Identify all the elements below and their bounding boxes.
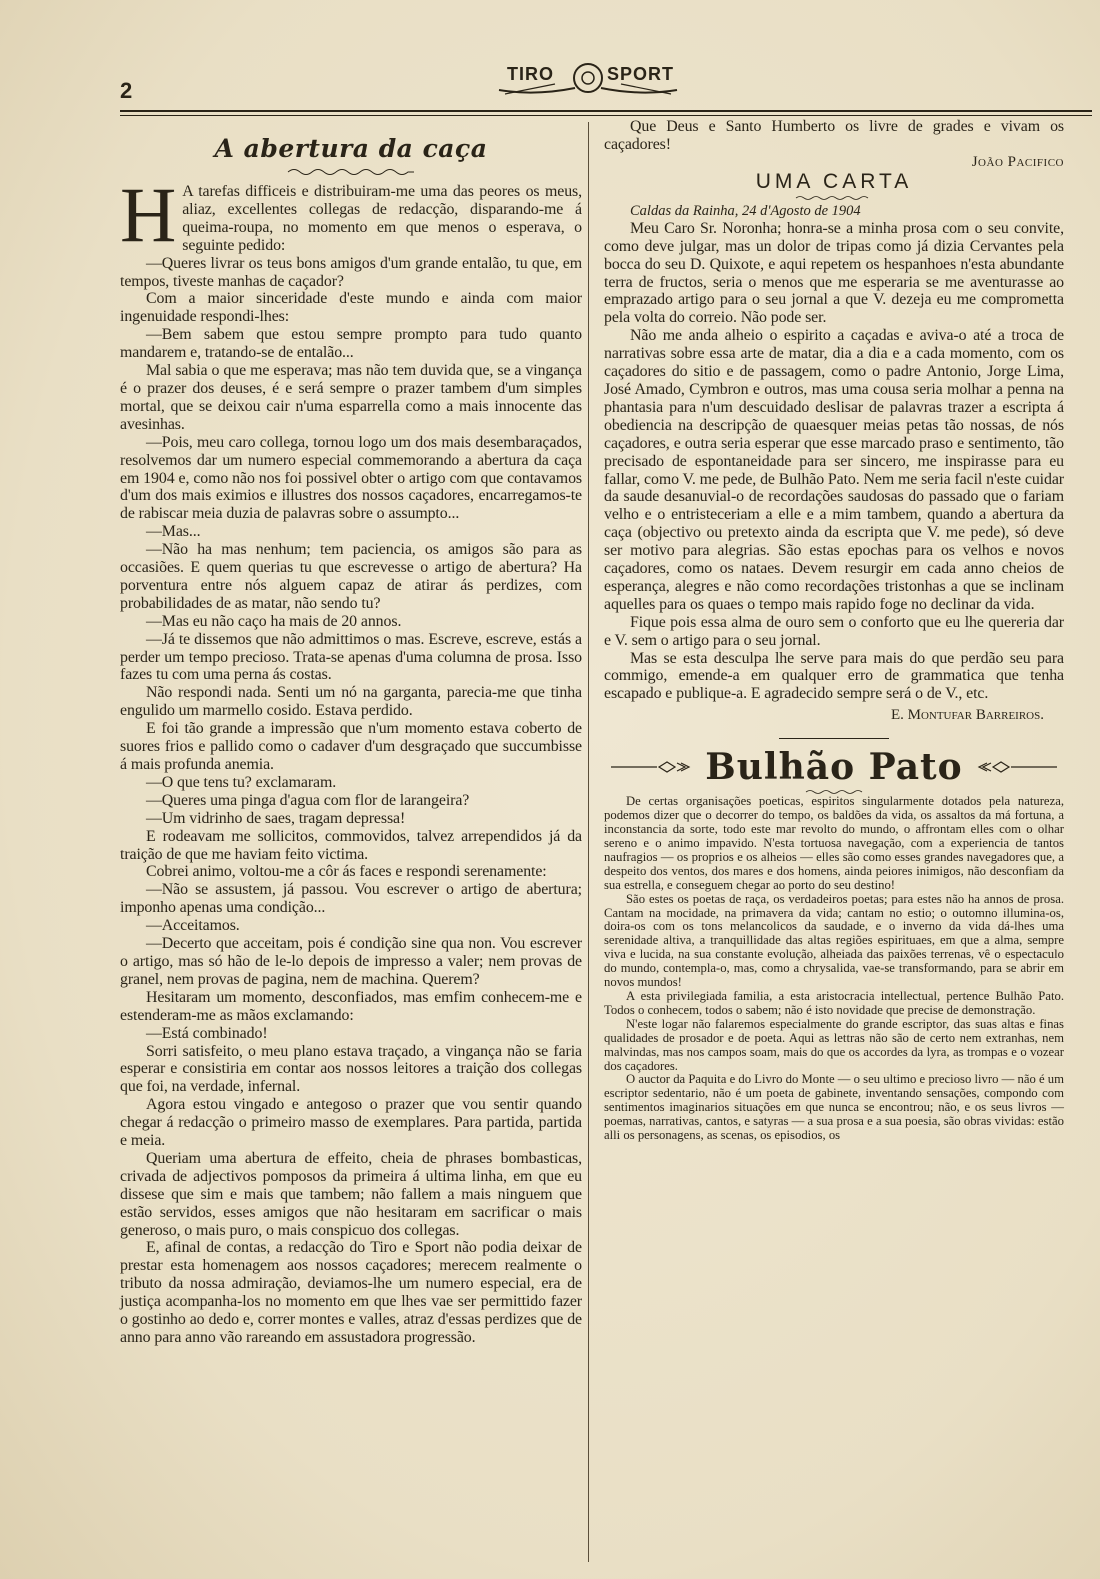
masthead-emblem-icon <box>495 56 681 100</box>
paragraph: O auctor da Paquita e do Livro do Monte — o seu ultimo e precioso livro — não é um escriptor sedentario, não é um poeta de gabinete, inventando sensações, compondo com sentimentos imaginarios situações em que nunca se encontrou; não, e os seus livros — poemas, narrativas, cantos, e satyras — a sua prosa e a sua poesia, são obras vividas: estão alli os personagens, as scenas, os episodios, os <box>604 1072 1064 1143</box>
article-title: UMA CARTA <box>755 169 913 193</box>
paragraph: Não me anda alheio o espirito a caçadas e aviva-o até a troca de narrativas sobre essa arte de matar, dia a dia e a cada momento, com os caçadores do sitio e de passagem, como o padre Antonio, Jorge Lima, José Amado, Cymbron e outros, mas uma cousa seria molhar a penna na phantasia para n'um descuidado deslisar de palavras trazer a escripta á obediencia na descripção de quaesquer meias petas tão nossas, de nós caçadores, e outra seria esperar que esse marcado praso e sentimento, tão precisado de espontaneidade para ser sincero, me inspirasse para eu fallar, como V. me pede, de Bulhão Pato. Nem me seria facil n'este cuidar da saude desanuvial-o de recordações saudosas do passado que o fariam velho e o entristeceriam a elle e a mim tambem, quando a abertura da caça (objectivo ou pretexto ainda da escripta que V. me pede), só deve ser motivo para alegrias. São estas epochas para os velhos e novos caçadores, como os nataes. Devem resurgir em cada anno cheios de esperança, alegres e não como recordações tristonhas a que se inclinam aquelles para os quaes o tempo mais rapido foge no declinar da vida. <box>604 327 1064 613</box>
paragraph: E rodeavam me sollicitos, commovidos, talvez arrependidos já da traição de que me haviam feito victima. <box>120 827 582 863</box>
paragraph: Sorri satisfeito, o meu plano estava traçado, a vingança não se faria esperar e consistiria em contar aos nossos leitores a traição dos collegas que foi, na verdade, infernal. <box>120 1042 582 1096</box>
article-body-continued <box>604 118 1064 154</box>
paragraph: H A tarefas difficeis e distribuiram-me uma das peores os meus, aliaz, excellentes collegas de redacção, disparando-me á queima-roupa, no momento em que menos o esperava, o seguinte pedido: <box>120 171 582 258</box>
section-separator <box>779 738 889 739</box>
paragraph: —O que tens tu? exclamaram. <box>146 773 337 791</box>
paragraph: E foi tão grande a impressão que n'um momento estava coberto de suores frios e pallido como o cadaver d'um desgraçado que succumbisse á mais profunda anemia. <box>120 720 582 773</box>
paragraph: —Um vidrinho de saes, tragam depressa! <box>146 809 406 827</box>
paragraph: —Decerto que acceitam, pois é condição sine qua non. Vou escrever o artigo, mas só hão de le-lo depois de impresso a valer; nem provas de granel, nem provas de pagina, nem de machina. Querem? <box>120 935 582 988</box>
article-abertura <box>120 128 582 1347</box>
header-rule-thin <box>120 115 1092 116</box>
paragraph: —Pois, meu caro collega, tornou logo um dos mais desembaraçados, resolvemos dar um numero especial commemorando a abertura da caça em 1904 e, como não nos foi possivel obter o artigo com que contavamos d'um dos mais eximios e illustres dos nossos caçadores, encarregamos-te de rabiscar meia duzia de palavras sobre o assumpto... <box>120 433 582 523</box>
svg-text:TIRO: TIRO <box>507 64 554 84</box>
paragraph: De certas organisações poeticas, espiritos singularmente dotados pela natureza, podemos dizer que o decorrer do tempo, os baldões da vida, os assaltos da má fortuna, a inconstancia da sorte, todo este mar revolto do mundo, o affrontam elles com o olhar sereno e o animo impavido. N'esta tortuosa navegação, com a experiencia de tantos naufragios — os proprios e os alheios — elles são como esses grandes navegadores que, a despeito dos ventos, dos mares e dos homens, ainda peiores inimigos, não desconfiam da sua estrella, e conseguem chegar ao porto do seu destino! <box>604 794 1064 892</box>
article-signature: E. Montufar Barreiros. <box>890 707 1044 724</box>
paragraph: Agora estou vingado e antegoso o prazer que vou sentir quando chegar á redacção o primeiro masso de exemplares. Para partida, partida e meia. <box>120 1096 582 1150</box>
header-rule <box>120 110 1092 112</box>
right-ornament-icon <box>971 760 1057 774</box>
paragraph: —Está combinado! <box>146 1024 268 1042</box>
paragraph: A esta privilegiada familia, a esta aristocracia intellectual, pertence Bulhão Pato. Todos o conhecem, todos o sabem; não é isto novidade que precise de demonstração. <box>604 988 1064 1017</box>
paragraph: Que Deus e Santo Humberto os livre de grades e vivam os caçadores! <box>604 118 1064 153</box>
paragraph: —Acceitamos. <box>146 917 240 935</box>
right-column <box>604 118 1064 1143</box>
paragraph: —Bem sabem que estou sempre prompto para tudo quanto mandarem e, tratando-se de entalão... <box>120 326 582 362</box>
article-heading <box>604 745 1064 789</box>
paragraph: —Não se assustem, já passou. Vou escrever o artigo de abertura; imponho apenas uma condição... <box>120 881 582 917</box>
article-body <box>604 795 1064 1143</box>
article-signature: João Pacifico <box>971 153 1064 170</box>
paragraph: Mas se esta desculpa lhe serve para mais do que perdão seu para commigo, emende-a em qualquer erro de grammatica que tenha escapado e publique-a. E agradecido sempre será o de V., etc. <box>604 649 1064 703</box>
paragraph: N'este logar não falaremos especialmente do grande escriptor, das suas altas e finas qualidades de prosador e de poeta. Aqui as lettras não são de certo nem extranhas, nem malvindas, mas nos campos soam, mais do que os accordes da lyra, as trompas e o vozear dos caçadores. <box>604 1016 1064 1073</box>
left-ornament-icon <box>611 760 697 774</box>
article-title: Bulhão Pato <box>705 746 963 789</box>
column-divider <box>588 122 589 1562</box>
svg-text:SPORT: SPORT <box>607 64 675 84</box>
paragraph: Não respondi nada. Senti um nó na garganta, parecia-me que tinha engulido um marmello cosido. Estava perdido. <box>120 684 582 720</box>
paragraph: Queriam uma abertura de effeito, cheia de phrases bombasticas, crivada de adjectivos pomposos da primeira á ultima linha, em que eu dissese que sim e mais que tambem; não fallem a mais ninguem que estão servidos, esses amigos que não hesitaram em sacrificar o mais generoso, o mais puro, o mais conspicuo dos collegas. <box>120 1149 582 1239</box>
paragraph: Mal sabia o que me esperava; mas não tem duvida que, se a vingança é o prazer dos deuses, é e será sempre o prazer tambem d'um simples mortal, que se deixou cair n'uma esparrella como a mais innocente das avesinhas. <box>120 362 582 433</box>
paragraph: —Não ha mas nenhum; tem paciencia, os amigos são para as occasiões. E quem querias tu que escrevesse o artigo de abertura? Ha porventura entre nós alguem capaz de atirar ás perdizes, com probabilidades de as matar, não sendo tu? <box>120 541 582 612</box>
dateline: Caldas da Rainha, 24 d'Agosto de 1904 <box>630 202 861 219</box>
article-body <box>604 220 1064 703</box>
paragraph: Meu Caro Sr. Noronha; honra-se a minha prosa com o seu convite, como deve julgar, mas un dolor de tripas como já dizia Cervantes pela bocca do seu D. Quixote, e aqui repetem os hespanhoes n'esta abundante terra de fructos, seria o menos que me esperaria se me aventurasse ao emprazado artigo para o seu jornal a que V. dezeja eu me comprometta pela volta do correio. Não pode ser. <box>604 219 1064 327</box>
paragraph: Cobrei animo, voltou-me a côr ás faces e respondi serenamente: <box>146 863 547 881</box>
paragraph: Fique pois essa alma de ouro sem o conforto que eu lhe quereria dar e V. sem o artigo para o seu jornal. <box>604 613 1064 649</box>
paragraph: São estes os poetas de raça, os verdadeiros poetas; para estes não ha annos de prosa. Cantam na mocidade, na primavera da vida; cantam no estio; o outomno illumina-os, doira-os com os tons melancolicos da saudade, e o inverno da vida dá-lhes uma serenidade altiva, a tranquillidade das altas regiões espirituaes, em que a alma, sempre viva e lucida, na sua constante evolução, alheiada das paixões terrenas, vê o espectaculo do mundo, contempla-o, mas, como a chrysalida, vae-se transformando, para se abrir em novos mundos! <box>604 891 1064 990</box>
flourish-ornament-icon <box>794 195 874 201</box>
paragraph: E, afinal de contas, a redacção do Tiro e Sport não podia deixar de prestar esta homenagem aos nossos caçadores; merecem realmente o tributo da nossa admiração, deviamos-lhe um numero especial, era de justiça acompanha-los no momento em que lhes vae ser permittido fazer o gostinho ao dedo e, correr montes e valles, atraz d'essas perdizes que de anno para anno vão rareando em assustadora progressão. <box>120 1239 582 1346</box>
article-body <box>120 171 582 1347</box>
paragraph: —Mas... <box>146 523 201 541</box>
flourish-ornament-icon <box>286 167 416 177</box>
page-number: 2 <box>120 78 133 103</box>
paragraph: Com a maior sinceridade d'este mundo e ainda com maior ingenuidade respondi-lhes: <box>120 290 582 326</box>
drop-cap: H <box>120 171 177 258</box>
paragraph: —Já te dissemos que não admittimos o mas. Escreve, escreve, estás a perder um tempo precioso. Trata-se apenas d'uma columna de prosa. Isso fazes tu com uma perna ás costas. <box>120 630 582 684</box>
paragraph: —Mas eu não caço ha mais de 20 annos. <box>146 612 402 630</box>
masthead-logo <box>495 56 681 100</box>
paragraph: Hesitaram um momento, desconfiados, mas emfim conhecem-me e estenderam-me as mãos exclamando: <box>120 988 582 1024</box>
paragraph: —Queres livrar os teus bons amigos d'um grande entalão, tu que, em tempos, tiveste manhas de caçador? <box>120 254 582 290</box>
paragraph: —Queres uma pinga d'agua com flor de larangeira? <box>146 791 470 809</box>
article-title: A abertura da caça <box>214 134 488 163</box>
